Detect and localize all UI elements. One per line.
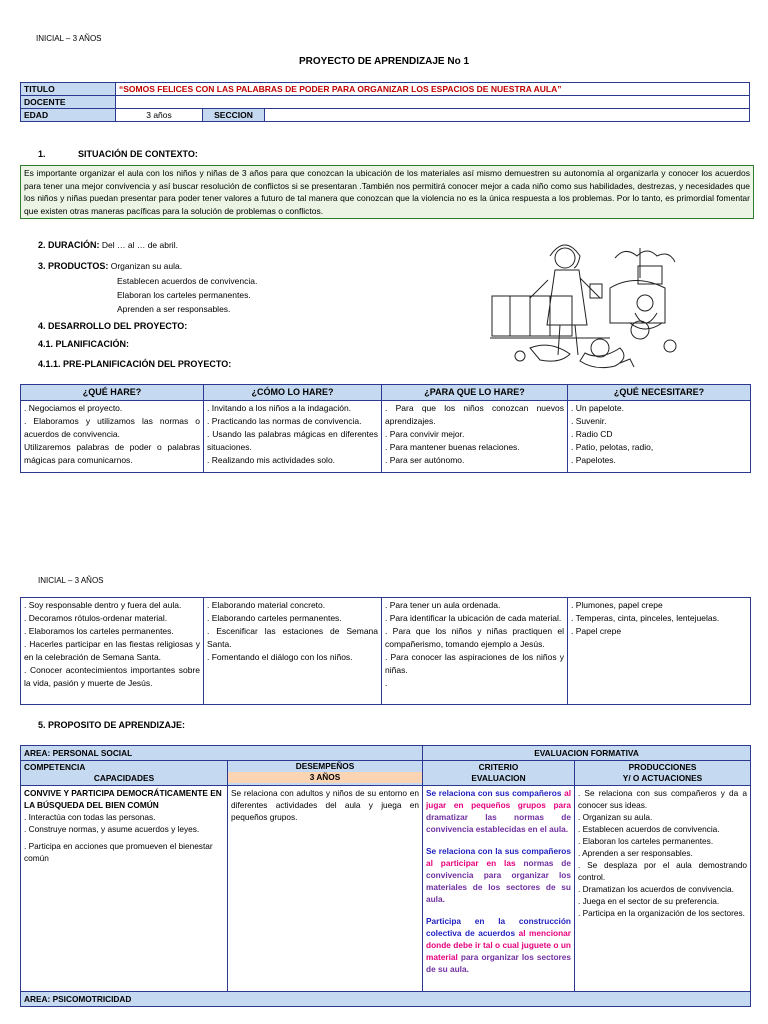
classroom-illustration [490,238,690,373]
criterio3-c: para organizar los sectores de su aula. [426,952,571,974]
list-item: . Para conocer las aspiraciones de los niños y niñas. [385,652,564,675]
list-item: . Fomentando el diálogo con los niños. [207,652,353,662]
list-item: . Construye normas, y asume acuerdos y leyes. [24,824,200,834]
list-item: . Se relaciona con sus compañeros y da a conocer sus ideas. [578,788,748,810]
seccion-label: SECCION [203,109,265,122]
list-item: . Papel crepe [571,626,622,636]
criterio3-a: Participa en la construcción colectiva de acuerdos [426,916,571,938]
criterio1-b: al jugar en pequeños grupos para [426,788,571,810]
eval-label: EVALUACION FORMATIVA [423,746,751,761]
purpose-table [20,745,751,1007]
criterio1-c: dramatizar las normas de convivencia establecidas en el aula. [426,812,571,834]
project-info-table [20,82,750,122]
list-item: . Papelotes. [571,455,616,465]
competencia-title: CONVIVE Y PARTICIPA DEMOCRÁTICAMENTE EN LA BÚSQUEDA DEL BIEN COMÚN [24,788,222,810]
preplan-table [20,384,751,473]
preplan2-col-para-que [382,598,568,705]
competencia-header [21,761,228,786]
list-item: . Para tener un aula ordenada. [385,600,501,610]
list-item: . Patio, pelotas, radio, [571,442,654,452]
list-item: . Hacerles participar en las fiestas religiosas y en la celebración de Semana Santa. [24,639,200,662]
list-item: . Temperas, cinta, pinceles, lentejuelas. [571,613,720,623]
list-item: . Decoramos rótulos-ordenar material. [24,613,168,623]
docente-label: DOCENTE [21,96,116,109]
edad-value: 3 años [116,109,203,122]
list-item: Utilizaremos palabras de poder o palabras mágicas para comunicarnos. [24,442,200,465]
actuaciones-label: Y/ O ACTUACIONES [622,773,703,783]
list-item: . [385,678,388,688]
products-title: 3. PRODUCTOS: [38,261,109,271]
product-item-0: Organizan su aula. [110,261,183,271]
list-item: . Se desplaza por el aula demostrando control. [578,860,748,882]
section4-sub1: 4.1. PLANIFICACIÓN: [38,339,130,349]
age-label: 3 AÑOS [228,772,422,783]
criterio-header [423,761,575,786]
list-item: . Interactúa con todas las personas. [24,812,156,822]
context-box: Es importante organizar el aula con los niños y niñas de 3 años para que conozcan la ubicación de los materiales así mismo demuestren su autonomía al organizarla y conocer los acuerdos para tener una mejor convivencia y así buscar resolución de conflictos si se presentaran .También nos permitirá conocer mejor a cada niño como sus habilidades, destrezas, y necesidades que los niños y niñas puedan presentar para poder tener valores a futuro de tal manera que conozcan que la violencia no es la única respuesta a los problemas. Por lo tanto, es primordial fomentar que existen otras maneras pacíficas para la solución de problemas o conflictos. [20,165,754,219]
criterio1-a: Se relaciona con sus compañeros [426,788,562,798]
section1-title: SITUACIÓN DE CONTEXTO: [78,149,198,159]
docente-value [116,96,750,109]
list-item: . Para que los niños y niñas practiquen el compañerismo, tomando ejemplo a Jesús. [385,626,564,649]
seccion-value [265,109,750,122]
preplan-col-que-hare [21,401,204,473]
list-item: . Participa en la organización de los sectores. [578,908,745,918]
evaluacion-label: EVALUACION [471,773,526,783]
list-item: . Para que los niños conozcan nuevos aprendizajes. [385,403,564,426]
desempeno-cell: Se relaciona con adultos y niños de su entorno en diferentes actividades del aula y juega en pequeños grupos. [228,786,423,992]
list-item: . Un papelote. [571,403,624,413]
list-item: . Para convivir mejor. [385,429,465,439]
list-item: . Soy responsable dentro y fuera del aula. [24,600,182,610]
list-item: . Usando las palabras mágicas en diferentes situaciones. [207,429,378,452]
duration [38,240,178,250]
criterio-cell [423,786,575,992]
preplan2-col-que-hare [21,598,204,705]
product-item-1: Establecen acuerdos de convivencia. [117,276,258,286]
list-item: . Elaboran los carteles permanentes. [578,836,714,846]
edad-label: EDAD [21,109,116,122]
producciones-header [575,761,751,786]
producciones-cell [575,786,751,992]
preplan2-col-que-necesitare [568,598,751,705]
capacidades-label: CAPACIDADES [93,773,155,783]
list-item: . Conocer acontecimientos importantes sobre la vida, pasión y muerte de Jesús. [24,665,200,688]
product-item-2: Elaboran los carteles permanentes. [117,290,251,300]
competencia-label: COMPETENCIA [24,762,86,772]
list-item: . Para identificar la ubicación de cada material. [385,613,562,623]
preplan2-col-como [204,598,382,705]
criterio2-c: normas de convivencia para organizar los materiales de los sectores de su aula. [426,858,571,904]
criterio2-b: al participar en las [426,858,516,868]
duration-text: Del … al … de abril. [101,240,178,250]
preplan-header-2: ¿PARA QUE LO HARE? [382,385,568,401]
products [38,261,182,271]
producciones-label: PRODUCCIONES [628,762,697,772]
list-item: . Aprenden a ser responsables. [578,848,693,858]
product-item-3: Aprenden a ser responsables. [117,304,231,314]
list-item: . Para mantener buenas relaciones. [385,442,520,452]
list-item: . Realizando mis actividades solo. [207,455,336,465]
list-item: . Elaboramos y utilizamos las normas o acuerdos de convivencia. [24,416,200,439]
criterio3-b: al mencionar donde debe ir tal o cual juguete o un material [426,928,572,962]
area2-label: AREA: PSICOMOTRICIDAD [21,992,751,1007]
list-item: . Organizan su aula. [578,812,653,822]
section5-title: 5. PROPOSITO DE APRENDIZAJE: [38,720,186,730]
criterio-label: CRITERIO [478,762,519,772]
titulo-label: TITULO [21,83,116,96]
list-item: . Elaboramos los carteles permanentes. [24,626,174,636]
preplan-col-que-necesitare [568,401,751,473]
preplan-header-1: ¿CÓMO LO HARE? [204,385,382,401]
titulo-value: “SOMOS FELICES CON LAS PALABRAS DE PODER PARA ORGANIZAR LOS ESPACIOS DE NUESTRA AULA” [116,83,750,96]
list-item: . Escenificar las estaciones de Semana Santa. [207,626,378,649]
list-item: . Radio CD [571,429,613,439]
preplan-header-3: ¿QUÉ NECESITARE? [568,385,751,401]
area-label: AREA: PERSONAL SOCIAL [21,746,423,761]
list-item: . Dramatizan los acuerdos de convivencia. [578,884,734,894]
preplan-col-como [204,401,382,473]
list-item: . Juega en el sector de su preferencia. [578,896,720,906]
list-item: . Invitando a los niños a la indagación. [207,403,352,413]
page2-header: INICIAL – 3 AÑOS [38,576,104,585]
list-item: . Negociamos el proyecto. [24,403,123,413]
section1-number: 1. [38,149,46,159]
list-item: . Practicando las normas de convivencia. [207,416,362,426]
list-item: . Elaborando carteles permanentes. [207,613,342,623]
preplan-header-0: ¿QUÉ HARE? [21,385,204,401]
section4-sub2: 4.1.1. PRE-PLANIFICACIÓN DEL PROYECTO: [38,359,232,369]
desempenos-label: DESEMPEÑOS [228,761,422,772]
desempenos-header [228,761,423,786]
competencia-cell [21,786,228,992]
list-item: . Participa en acciones que promueven el bienestar común [24,841,213,863]
criterio2-a: Se relaciona con la sus compañeros [426,846,571,856]
project-title: PROYECTO DE APRENDIZAJE No 1 [298,56,470,67]
list-item: . Suvenir. [571,416,607,426]
list-item: . Establecen acuerdos de convivencia. [578,824,720,834]
list-item: . Para ser autónomo. [385,455,465,465]
list-item: . Plumones, papel crepe [571,600,663,610]
list-item: . Elaborando material concreto. [207,600,326,610]
duration-title: 2. DURACIÓN: [38,240,100,250]
preplan-col-para-que [382,401,568,473]
page-header: INICIAL – 3 AÑOS [36,34,102,43]
preplan-table-continued [20,597,751,705]
section4-title: 4. DESARROLLO DEL PROYECTO: [38,321,188,331]
